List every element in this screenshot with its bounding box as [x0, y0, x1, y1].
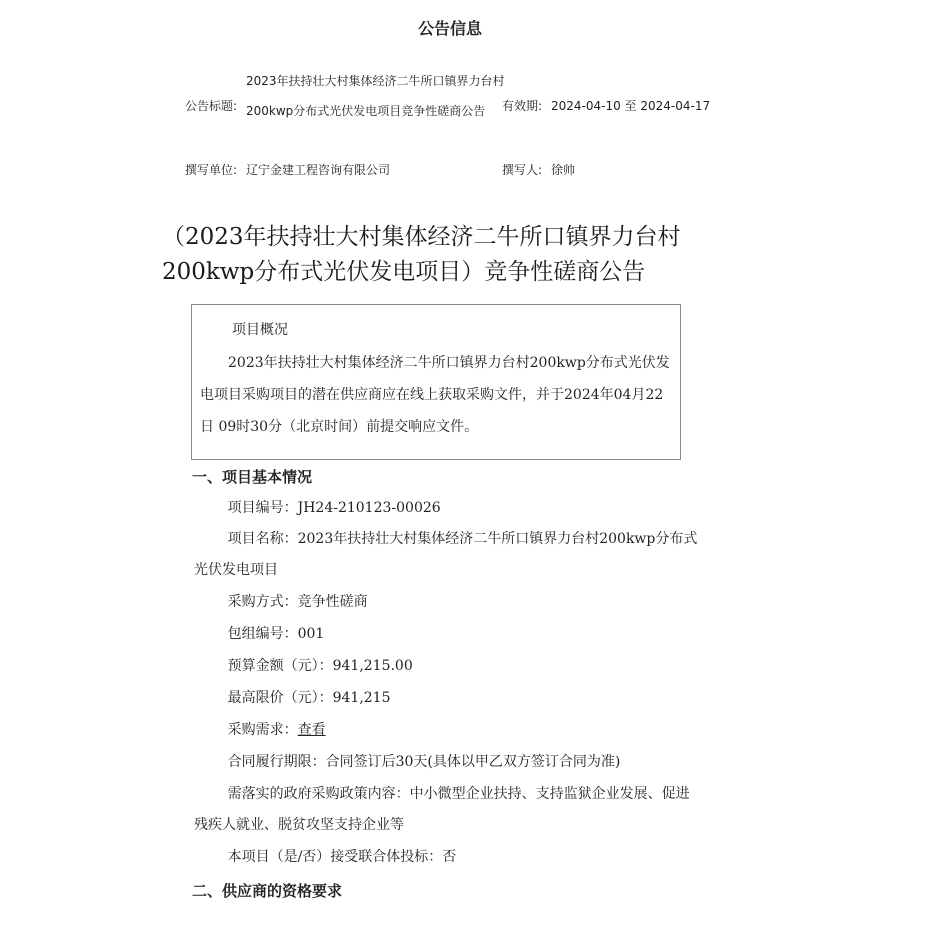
page-title: 公告信息	[417, 19, 482, 38]
overview-text: 2023年扶持壮大村集体经济二牛所口镇界力台村200kwp分布式光伏发电项目采购项目的潜在供应商应在线上获取采购文件，并于2024年04月22日 09时30分（北京时间）前提交响应文件。	[200, 355, 670, 435]
project-overview-box	[191, 304, 681, 460]
announcement-title-value: 2023年扶持壮大村集体经济二牛所口镇界力台村200kwp分布式光伏发电项目竞争性磋商公告	[246, 74, 505, 118]
view-requirement-link[interactable]: 查看	[297, 722, 326, 738]
section-heading-qualifications: 二、供应商的资格要求	[192, 882, 343, 900]
section-heading-basic-info: 一、项目基本情况	[192, 468, 313, 486]
field-max-price: 最高限价（元）：941,215	[227, 690, 391, 706]
field-consortium: 本项目（是/否）接受联合体投标：否	[227, 849, 457, 865]
document-title: （2023年扶持壮大村集体经济二牛所口镇界力台村200kwp分布式光伏发电项目）竞争性磋商公告	[162, 224, 681, 285]
author-label: 撰写人:	[502, 163, 543, 177]
field-procurement-requirement	[194, 715, 702, 746]
validity-label: 有效期:	[502, 99, 543, 113]
field-policy: 需落实的政府采购政策内容：中小微型企业扶持、支持监狱企业发展、促进残疾人就业、脱贫攻坚支持企业等	[194, 786, 690, 833]
field-contract-period: 合同履行期限：合同签订后30天(具体以甲乙双方签订合同为准)	[227, 754, 621, 770]
overview-heading: 项目概况	[232, 322, 288, 338]
author-unit-label: 撰写单位:	[185, 163, 238, 177]
field-project-number: 项目编号：JH24-210123-00026	[227, 500, 441, 516]
field-procurement-method: 采购方式：竞争性磋商	[227, 594, 368, 610]
announcement-title-label: 公告标题:	[185, 99, 238, 113]
validity-value: 2024-04-10 至 2024-04-17	[551, 99, 711, 113]
field-project-name: 项目名称：2023年扶持壮大村集体经济二牛所口镇界力台村200kwp分布式光伏发电项目	[194, 531, 698, 578]
field-package-number: 包组编号：001	[227, 626, 325, 642]
requirement-label: 采购需求：	[227, 722, 298, 738]
author-unit-value: 辽宁金建工程咨询有限公司	[246, 163, 391, 177]
author-value: 徐帅	[551, 163, 576, 177]
field-budget: 预算金额（元）：941,215.00	[227, 658, 413, 674]
